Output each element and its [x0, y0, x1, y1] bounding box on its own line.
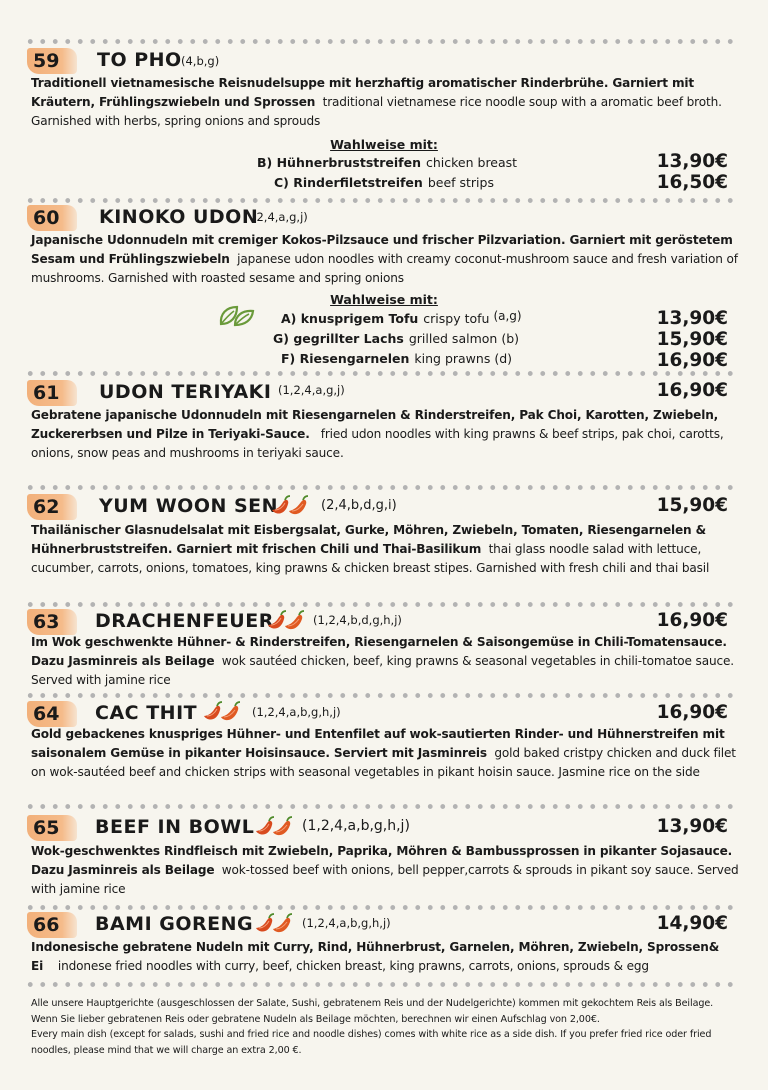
- option-price: 13,90€: [656, 308, 728, 329]
- item-description: [31, 725, 741, 782]
- item-title: BAMI GORENG: [95, 913, 254, 935]
- option-row: A) knusprigem Tofu crispy tofu (a,g): [281, 309, 522, 326]
- item-number: 62: [27, 494, 77, 520]
- allergen-codes: (4,b,g): [181, 54, 220, 68]
- options-label: Wahlweise mit:: [330, 292, 438, 307]
- option-row: B) Hühnerbruststreifen chicken breast: [257, 155, 518, 170]
- item-number: 65: [27, 815, 77, 841]
- item-description: [31, 842, 741, 899]
- dotted-divider: [24, 602, 740, 607]
- chili-icon: [269, 495, 309, 517]
- footer-english: Every main dish (except for salads, sushi and fried rice and noodle dishes) comes with white rice as a side dish. If you prefer fried rice oder fried noodles, please mind that we will charge an extra 2,00 €.: [31, 1029, 712, 1056]
- allergen-codes: (1,2,4,a,b,g,h,j): [302, 916, 391, 930]
- desc-german: Im Wok geschwenkte Hühner- & Rinderstreifen, Riesengarnelen & Saisongemüse in Chili-Tomatensauce. Dazu Jasminreis als Beilage: [31, 635, 727, 668]
- item-price: 15,90€: [656, 495, 728, 516]
- item-number: 61: [27, 380, 77, 406]
- option-price: 16,90€: [656, 350, 728, 371]
- dotted-divider: [24, 39, 740, 44]
- option-price: 13,90€: [656, 151, 728, 172]
- item-description: [31, 231, 741, 288]
- item-title: KINOKO UDON: [99, 206, 259, 228]
- allergen-codes: (1,2,4,a,b,g,h,j): [302, 818, 410, 834]
- options-label: Wahlweise mit:: [330, 137, 438, 152]
- item-description: [31, 938, 741, 976]
- dotted-divider: [24, 371, 740, 376]
- item-number: 64: [27, 701, 77, 727]
- desc-english: thai glass noodle salad with lettuce, cucumber, carrots, onions, tomatoes, king prawns & chicken breast stipes. Garnished with fresh chili and thai basil: [31, 542, 710, 575]
- allergen-codes: (2,4,b,d,g,i): [321, 498, 397, 513]
- item-description: [31, 521, 741, 578]
- desc-german: Thailänischer Glasnudelsalat mit Eisbergsalat, Gurke, Möhren, Zwiebeln, Tomaten, Riesengarnelen & Hühnerbruststreifen. Garniert mit frischen Chili und Thai-Basilikum: [31, 523, 706, 556]
- desc-german: Japanische Udonnudeln mit cremiger Kokos-Pilzsauce und frischer Pilzvariation. Garniert mit geröstetem Sesam und Frühlingszwiebeln: [31, 233, 733, 266]
- item-description: [31, 74, 741, 131]
- desc-english: traditional vietnamese rice noodle soup with a aromatic beef broth. Garnished with herbs, spring onions and sprouds: [31, 95, 722, 128]
- option-row: F) Riesengarnelen king prawns (d): [281, 351, 513, 366]
- desc-english: wok-tossed beef with onions, bell pepper,carrots & sprouds in pikant soy sauce. Served with jamine rice: [31, 863, 739, 896]
- item-price: 14,90€: [656, 913, 728, 934]
- chili-icon: [253, 816, 293, 838]
- footer-german: Alle unsere Hauptgerichte (ausgeschlossen der Salate, Sushi, gebratenem Reis und der Nudelgerichte) kommen mit gekochtem Reis als Beilage. Wenn Sie lieber gebratenen Reis oder gebratene Nudeln als Beilage möchten, berechnen wir einen Aufschlag von 2,00€.: [31, 998, 714, 1025]
- desc-english: gold baked cristpy chicken and duck filet on wok-sautéed beef and chicken strips with seasonal vegetables in pikant hoisin sauce. Jasmine rice on the side: [31, 746, 736, 779]
- option-price: 16,50€: [656, 172, 728, 193]
- item-title: UDON TERIYAKI: [99, 381, 272, 403]
- item-title: CAC THIT: [95, 702, 198, 724]
- item-title: DRACHENFEUER: [95, 610, 274, 632]
- item-price: 16,90€: [656, 610, 728, 631]
- dotted-divider: [24, 905, 740, 910]
- desc-german: Gold gebackenes knuspriges Hühner- und Entenfilet auf wok-sautierten Rinder- und Hühnerstreifen mit saisonalem Gemüse in pikanter Hoisinsauce. Serviert mit Jasminreis: [31, 727, 725, 760]
- allergen-codes: (1,2,4,b,d,g,h,j): [313, 613, 402, 627]
- item-title: TO PHO: [97, 49, 182, 71]
- chili-icon: [201, 701, 241, 723]
- dotted-divider: [24, 804, 740, 809]
- footer-note: [31, 996, 741, 1058]
- dotted-divider: [24, 485, 740, 490]
- item-number: 59: [27, 48, 77, 74]
- item-number: 60: [27, 205, 77, 231]
- desc-english: wok sautéed chicken, beef, king prawns & seasonal vegetables in chili-tomatoe sauce. Served with jamine rice: [31, 654, 734, 687]
- desc-german: Gebratene japanische Udonnudeln mit Riesengarnelen & Rinderstreifen, Pak Choi, Karotten, Zwiebeln, Zuckererbsen und Pilze in Teriyaki-Sauce.: [31, 408, 719, 441]
- desc-german: Indonesische gebratene Nudeln mit Curry, Rind, Hühnerbrust, Garnelen, Möhren, Zwiebeln, Sprossen& Ei: [31, 940, 720, 973]
- desc-english: fried udon noodles with king prawns & beef strips, pak choi, carotts, onions, snow peas and mushrooms in teriyaki sauce.: [31, 427, 724, 460]
- item-description: [31, 406, 741, 463]
- item-description: [31, 633, 741, 690]
- item-price: 16,90€: [656, 380, 728, 401]
- item-price: 16,90€: [656, 702, 728, 723]
- option-row: C) Rinderfiletstreifen beef strips: [274, 175, 494, 190]
- desc-german: Traditionell vietnamesische Reisnudelsuppe mit herzhaftig aromatischer Rinderbrühe. Garniert mit Kräutern, Frühlingszwiebeln und Sprossen: [31, 76, 695, 109]
- item-number: 63: [27, 609, 77, 635]
- option-row: G) gegrillter Lachs grilled salmon (b): [273, 331, 520, 346]
- item-price: 13,90€: [656, 816, 728, 837]
- desc-english: japanese udon noodles with creamy coconut-mushroom sauce and fresh variation of mushrooms. Garnished with roasted sesame and spring onions: [31, 252, 738, 285]
- item-title: YUM WOON SEN: [99, 495, 279, 517]
- allergen-codes: (1,2,4,a,b,g,h,j): [252, 705, 341, 719]
- leaf-icon: [218, 304, 256, 328]
- allergen-codes: (1,2,4,a,g,j): [278, 383, 345, 397]
- desc-german: Wok-geschwenktes Rindfleisch mit Zwiebeln, Paprika, Möhren & Bambussprossen in pikanter Sojasauce. Dazu Jasminreis als Beilage: [31, 844, 733, 877]
- option-price: 15,90€: [656, 329, 728, 350]
- item-title: BEEF IN BOWL: [95, 816, 255, 838]
- item-number: 66: [27, 912, 77, 938]
- chili-icon: [253, 913, 293, 935]
- allergen-codes: (2,4,a,g,j): [252, 210, 308, 224]
- dotted-divider: [24, 693, 740, 698]
- dotted-divider: [24, 982, 740, 987]
- dotted-divider: [24, 198, 740, 203]
- desc-english: indonese fried noodles with curry, beef, chicken breast, king prawns, carrots, onions, sprouds & egg: [57, 959, 649, 973]
- chili-icon: [265, 610, 305, 632]
